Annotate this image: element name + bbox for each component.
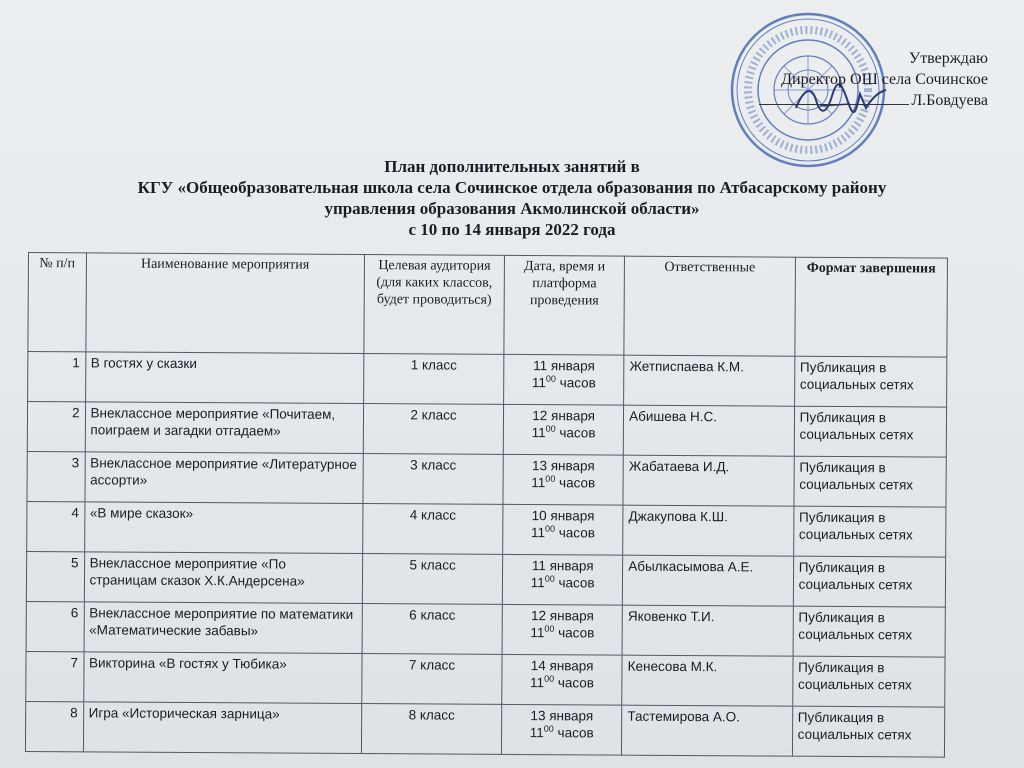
cell-audience: 1 класс	[364, 354, 505, 405]
cell-format: Публикация в социальных сетях	[792, 706, 945, 757]
cell-date	[503, 454, 623, 505]
cell-responsible: Тастемирова А.О.	[622, 705, 793, 756]
approval-signer: Л.Бовдуева	[911, 92, 988, 109]
approval-heading: Утверждаю	[908, 50, 988, 67]
cell-date	[504, 354, 624, 405]
table-row	[27, 501, 946, 557]
cell-audience: 7 класс	[362, 654, 503, 705]
cell-format: Публикация в социальных сетях	[793, 506, 946, 557]
header-num: № п/п	[28, 253, 86, 352]
cell-audience: 3 класс	[363, 454, 504, 505]
title-line-1: План дополнительных занятий в	[384, 157, 640, 176]
date-time: $11^{00}$ часов	[530, 523, 595, 541]
cell-date	[502, 654, 622, 705]
table-row	[27, 451, 946, 507]
cell-audience: 6 класс	[362, 604, 503, 655]
cell-responsible: Яковенко Т.И.	[622, 605, 793, 656]
date-day: 13 января	[530, 708, 594, 724]
title-line-2: КГУ «Общеобразовательная школа села Сочинское отдела образования по Атбасарскому району	[137, 178, 887, 197]
table-row	[25, 701, 944, 757]
approval-position: Директор ОШ села Сочинское	[781, 71, 988, 88]
date-time: $11^{00}$ часов	[529, 723, 594, 741]
cell-name: Внеклассное мероприятие «По страницам сказок Х.К.Андерсена»	[84, 552, 363, 604]
cell-num: 3	[27, 451, 85, 501]
cell-responsible: Жабатаева И.Д.	[623, 455, 794, 506]
date-time: $11^{00}$ часов	[531, 373, 596, 391]
date-day: 13 января	[531, 458, 595, 474]
cell-audience: 5 класс	[362, 554, 503, 605]
approval-block	[759, 48, 988, 111]
header-format: Формат завершения	[795, 257, 948, 357]
cell-num: 8	[25, 701, 83, 751]
cell-audience: 8 класс	[361, 704, 502, 755]
cell-num: 4	[27, 501, 85, 551]
cell-name: В гостях у сказки	[85, 352, 364, 404]
cell-name: «В мире сказок»	[84, 502, 363, 554]
cell-responsible: Абишева Н.С.	[623, 405, 794, 456]
table-row	[26, 651, 945, 707]
header-audience: Целевая аудитория (для каких классов, будет проводиться)	[364, 255, 505, 355]
cell-responsible: Жетписпаева К.М.	[624, 355, 795, 406]
cell-responsible: Кенесова М.К.	[622, 655, 793, 706]
cell-date	[503, 504, 623, 555]
header-date: Дата, время и платформа проведения	[504, 255, 625, 355]
date-time: $11^{00}$ часов	[530, 673, 595, 691]
cell-num: 6	[26, 601, 84, 651]
cell-num: 2	[27, 402, 85, 452]
cell-format: Публикация в социальных сетях	[794, 356, 947, 407]
table-row	[27, 402, 946, 458]
cell-name: Внеклассное мероприятие «Почитаем, поиграем и загадки отгадаем»	[85, 402, 364, 454]
cell-responsible: Абылкасымова А.Е.	[623, 555, 794, 606]
table-row	[26, 601, 945, 657]
cell-date	[502, 604, 622, 655]
cell-name: Викторина «В гостях у Тюбика»	[83, 652, 362, 704]
header-responsible: Ответственные	[624, 256, 795, 356]
date-day: 12 января	[531, 608, 594, 624]
date-time: $11^{00}$ часов	[530, 573, 595, 591]
cell-name: Внеклассное мероприятие «Литературное ассорти»	[84, 452, 363, 504]
table-row	[28, 352, 947, 408]
title-line-3: управления образования Акмолинской области»	[324, 199, 700, 218]
cell-format: Публикация в социальных сетях	[792, 656, 945, 707]
plan-table	[25, 252, 948, 758]
date-day: 14 января	[530, 658, 594, 674]
date-day: 12 января	[532, 408, 596, 424]
cell-date	[502, 704, 622, 755]
cell-audience: 2 класс	[363, 404, 504, 455]
cell-name: Игра «Историческая зарница»	[83, 702, 362, 754]
document-title	[0, 156, 1024, 240]
date-day: 11 января	[531, 558, 594, 574]
table-body	[25, 352, 946, 758]
cell-num: 7	[26, 651, 84, 701]
signature-line	[759, 90, 909, 105]
date-day: 10 января	[531, 508, 595, 524]
cell-name: Внеклассное мероприятие по математики «Математические забавы»	[84, 602, 363, 654]
date-time: $11^{00}$ часов	[531, 423, 596, 441]
cell-format: Публикация в социальных сетях	[793, 556, 946, 607]
cell-responsible: Джакупова К.Ш.	[623, 505, 794, 556]
title-line-4: с 10 по 14 января 2022 года	[408, 220, 616, 239]
date-time: $11^{00}$ часов	[530, 623, 595, 641]
date-time: $11^{00}$ часов	[531, 473, 596, 491]
cell-format: Публикация в социальных сетях	[794, 456, 947, 507]
table-row	[26, 551, 945, 607]
cell-date	[503, 404, 623, 455]
cell-date	[502, 554, 622, 605]
table-header-row	[28, 253, 948, 358]
cell-num: 5	[26, 551, 84, 601]
cell-audience: 4 класс	[363, 504, 504, 555]
date-day: 11 января	[533, 358, 595, 374]
cell-format: Публикация в социальных сетях	[794, 406, 947, 457]
header-name: Наименование мероприятия	[85, 253, 364, 354]
cell-format: Публикация в социальных сетях	[793, 606, 946, 657]
cell-num: 1	[28, 352, 86, 402]
